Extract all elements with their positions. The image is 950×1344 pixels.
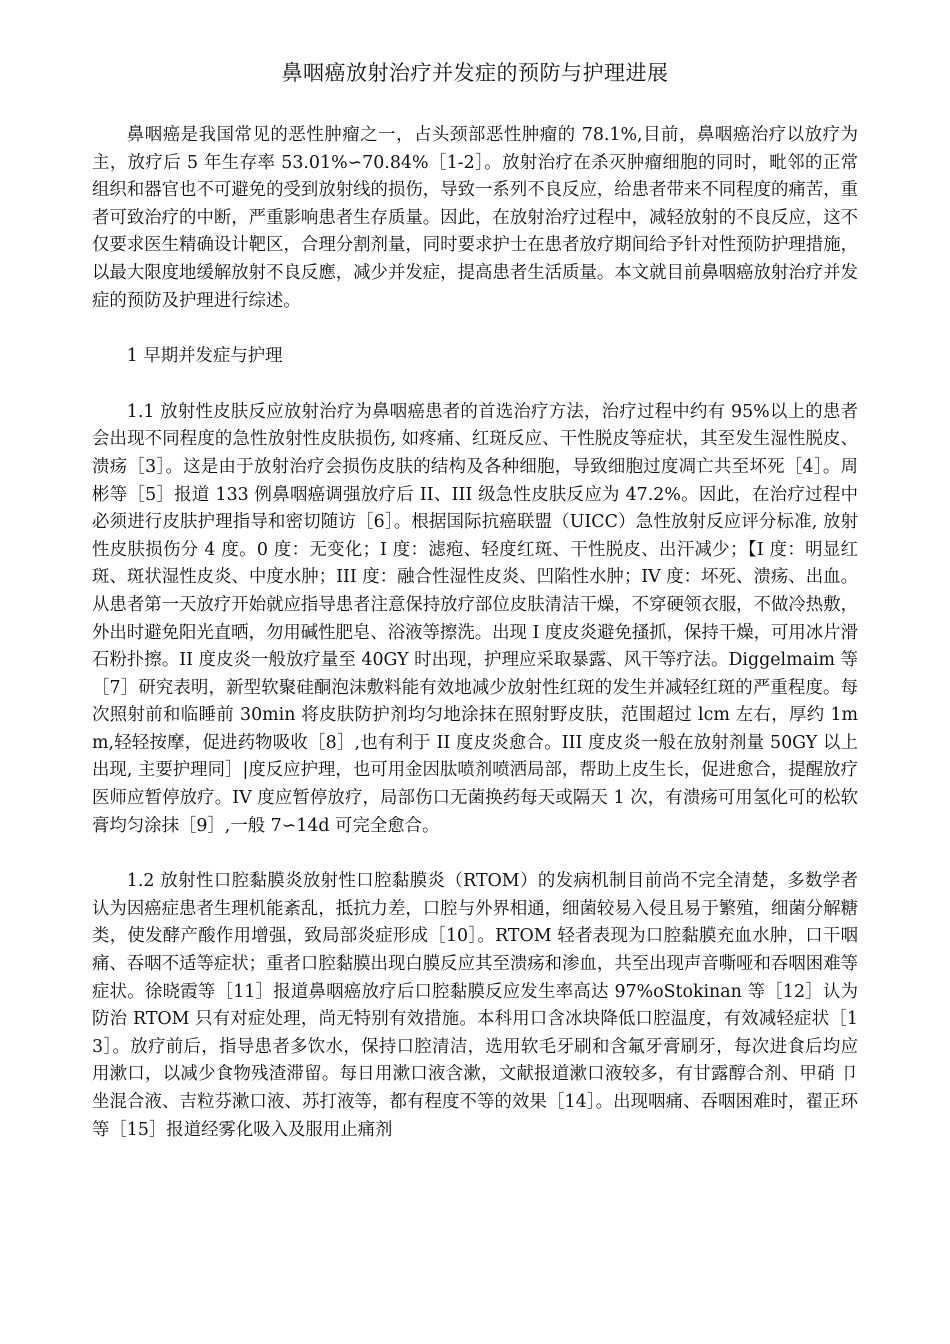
section-1-1-paragraph: 1.1 放射性皮肤反应放射治疗为鼻咽癌患者的首选治疗方法，治疗过程中约有 95%以上的患者会出现不同程度的急性放射性皮肤损伤, 如疼痛、红斑反应、干性脱皮等症状，其至发生湿性脱皮、溃疡［3］。这是由于放射治疗会损伤皮肤的结构及各种细胞，导致细胞过度凋亡共至坏死［4］。周彬等［5］报道 133 例鼻咽癌调强放疗后 II、III 级急性皮肤反应为 47.2%。因此，在治疗过程中必须进行皮肤护理指导和密切随访［6］。根据国际抗癌联盟（UICC）急性放射反应评分标准, 放射性皮肤损伤分 4 度。0 度：无变化；I 度：滤疱、轻度红斑、干性脱皮、出汗减少；【I 度：明显红斑、斑状湿性皮炎、中度水肿；III 度：融合性湿性皮炎、凹陷性水肿；IV 度：坏死、溃疡、出血。从患者第一天放疗开始就应指导患者注意保持放疗部位皮肤清洁干燥，不穿硬领衣服，不做冷热敷，外出时避免阳光直晒，勿用碱性肥皂、浴液等擦洗。出现 I 度皮炎避免搔抓，保持干燥，可用冰片滑石粉扑擦。II 度皮炎一般放疗量至 40GY 时出现，护理应采取暴露、风干等疗法。Diggelmaim 等［7］研究表明，新型软聚硅酮泡沫敷料能有效地减少放射性红斑的发生并减轻红斑的严重程度。每次照射前和临睡前 30min 将皮肤防护剂均匀地涂抹在照射野皮肤，范围超过 lcm 左右，厚约 1mm,轻轻按摩，促进药物吸收［8］,也有利于 II 度皮炎愈合。III 度皮炎一般在放射剂量 50GY 以上出现, 主要护理同］|度反应护理，也可用金因肽喷剂喷洒局部，帮助上皮生长，促进愈合，提醒放疗医师应暂停放疗。IV 度应暂停放疗，局部伤口无菌换药每天或隔天 1 次，有溃疡可用氢化可的松软膏均匀涂抹［9］,一般 7∽14d 可完全愈合。 xyxy=(92,401,858,836)
section-1-2-paragraph: 1.2 放射性口腔黏膜炎放射性口腔黏膜炎（RTOM）的发病机制目前尚不完全清楚，多数学者认为因癌症患者生理机能紊乱，抵抗力差，口腔与外界相通，细菌较易入侵且易于繁殖，细菌分解糖类，使发酵产酸作用增强，致局部炎症形成［10］。RTOM 轻者表现为口腔黏膜充血水肿，口干咽痛、吞咽不适等症状；重者口腔黏膜出现白膜反应其至溃疡和渗血，共至出现声音嘶哑和吞咽困难等症状。徐晓霞等［11］报道鼻咽癌放疗后口腔黏膜反应发生率高达 97%oStokinan 等［12］认为防治 RTOM 只有对症处理，尚无特别有效措施。本科用口含冰块降低口腔温度，有效减轻症状［13］。放疗前后，指导患者多饮水，保持口腔清洁，选用软毛牙刷和含氟牙膏刷牙，每次进食后均应用漱口，以减少食物残渣滞留。每日用漱口液含漱，文献报道漱口液较多，有甘露醇合剂、甲硝 卩坐混合液、吉粒芬漱口液、苏打液等，都有程度不等的效果［14］。出现咽痛、吞咽困难时，翟正环等［15］报道经雾化吸入及服用止痛剂 xyxy=(92,871,858,1140)
spacer xyxy=(92,371,858,399)
document-title: 鼻咽癌放射治疗并发症的预防与护理进展 xyxy=(281,61,669,85)
spacer xyxy=(92,840,858,868)
spacer xyxy=(92,315,858,343)
section-1-heading: 1 早期并发症与护理 xyxy=(126,346,283,367)
intro-paragraph: 鼻咽癌是我国常见的恶性肿瘤之一，占头颈部恶性肿瘤的 78.1%,目前，鼻咽癌治疗以放疗为主，放疗后 5 年生存率 53.01%∽70.84%［1-2］。放射治疗在杀灭肿瘤细胞的同时，毗邻的正常组织和器官也不可避免的受到放射线的损伤，导致一系列不良反应，给患者带来不同程度的痛苦，重者可致治疗的中断，严重影响患者生存质量。因此，在放射治疗过程中，减轻放射的不良反应，这不仅要求医生精确设计靶区，合理分割剂量，同时要求护士在患者放疗期间给予针对性预防护理措施，以最大限度地缓解放射不良反應，减少并发症，提高患者生活质量。本文就目前鼻咽癌放射治疗并发症的预防及护理进行综述。 xyxy=(92,125,858,311)
